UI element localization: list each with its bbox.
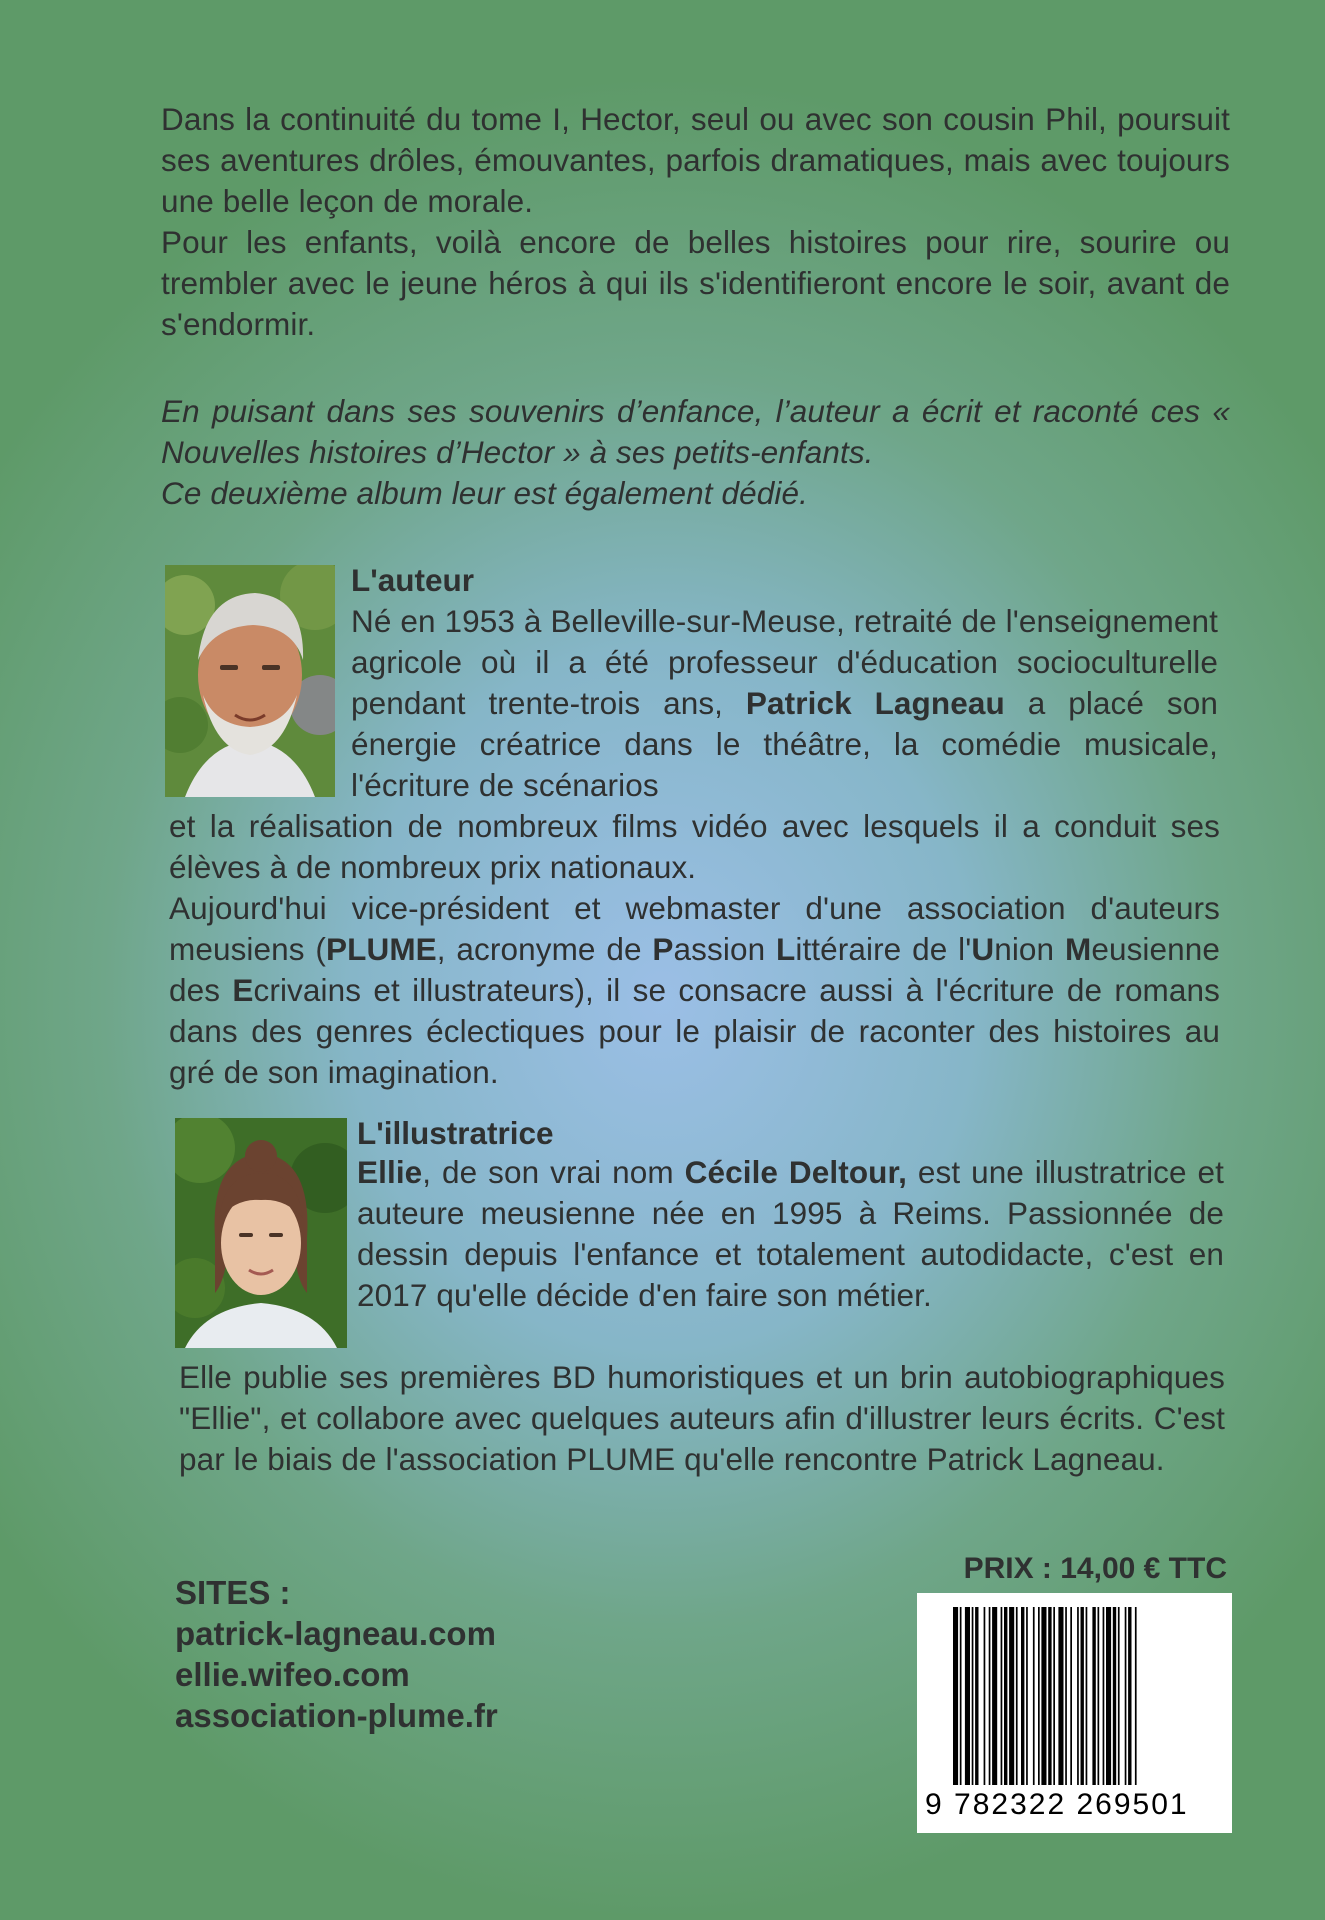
barcode-bar (1041, 1607, 1046, 1785)
barcode (917, 1593, 1232, 1833)
author-name: Patrick Lagneau (745, 685, 1005, 721)
barcode-bar (1092, 1607, 1095, 1785)
letter-u: U (971, 931, 995, 967)
barcode-bar (960, 1607, 962, 1785)
letter-l: L (776, 931, 796, 967)
barcode-bar (1077, 1607, 1079, 1785)
illustrator-real-name: Cécile Deltour, (684, 1154, 907, 1190)
word-nion: nion (994, 931, 1065, 967)
intro-text (161, 99, 1230, 345)
barcode-bar (1058, 1607, 1063, 1785)
barcode-bar (1135, 1607, 1137, 1785)
barcode-bar (965, 1607, 970, 1785)
barcode-bar (1081, 1607, 1084, 1785)
illustrator-text3: Elle publie ses premières BD humoristiques et un brin autobiographiques "Ellie", et collabore avec quelques auteurs afin d'illustrer leurs écrits. C'est par le biais de l'association PLUME qu'elle rencontre Patrick Lagneau. (179, 1359, 1225, 1477)
author-heading: L'auteur (351, 562, 475, 598)
barcode-bar (992, 1607, 997, 1785)
plume-acronym: PLUME (326, 931, 437, 967)
word-crivains: crivains et illustrateurs), il se consacre aussi à l'écriture de romans dans des genres éclectiques pour le plaisir de raconter des histoires au gré de son imagination. (169, 972, 1220, 1090)
letter-p: P (652, 931, 674, 967)
word-assion: assion (673, 931, 776, 967)
author-bio-part3: et la réalisation de nombreux films vidéo avec lesquels il a conduit ses élèves à de nombreux prix nationaux. (169, 808, 1220, 885)
site-link-1[interactable]: patrick-lagneau.com (175, 1615, 496, 1652)
dedication-line-1: En puisant dans ses souvenirs d’enfance, l’auteur a écrit et raconté ces « Nouvelles histoires d’Hector » à ses petits-enfants. (161, 393, 1230, 470)
barcode-bar (1098, 1607, 1100, 1785)
author-bio-middle (169, 806, 1220, 888)
illustrator-heading: L'illustratrice (357, 1115, 554, 1151)
letter-m: M (1064, 931, 1092, 967)
illustrator-bio-top (357, 1152, 1224, 1316)
barcode-bar (1033, 1607, 1035, 1785)
barcode-bar (972, 1607, 974, 1785)
barcode-bar (953, 1607, 958, 1785)
word-eusienne: eusienne des (169, 931, 1220, 1008)
barcode-bar (1001, 1607, 1003, 1785)
barcode-bar (1053, 1607, 1055, 1785)
barcode-bar (1128, 1607, 1131, 1785)
sites-label: SITES : (175, 1574, 291, 1611)
barcode-bar (1016, 1607, 1018, 1785)
barcode-bar (1113, 1607, 1116, 1785)
sites-list (175, 1572, 498, 1736)
dedication-text (161, 391, 1230, 514)
word-itteraire: ittéraire de l' (795, 931, 972, 967)
illustrator-pen-name: Ellie (357, 1154, 423, 1190)
barcode-bar (1026, 1607, 1028, 1785)
barcode-bar (1106, 1607, 1111, 1785)
barcode-bar (1009, 1607, 1014, 1785)
site-link-3[interactable]: association-plume.fr (175, 1697, 498, 1734)
barcode-bar (1021, 1607, 1024, 1785)
barcode-bar (1048, 1607, 1051, 1785)
site-link-2[interactable]: ellie.wifeo.com (175, 1656, 410, 1693)
barcode-bar (1125, 1607, 1127, 1785)
dedication-line-2: Ce deuxième album leur est également dédié. (161, 475, 808, 511)
barcode-bar (975, 1607, 978, 1785)
barcode-bar (984, 1607, 986, 1785)
letter-e: E (232, 972, 254, 1008)
author-bio-top (351, 601, 1218, 806)
barcode-bar (1070, 1607, 1072, 1785)
author-bio-part2: a placé son énergie créatrice dans le théâtre, la comédie musicale, l'écriture de scénarios (351, 685, 1218, 803)
author-photo (165, 565, 335, 797)
intro-paragraph-1: Dans la continuité du tome I, Hector, seul ou avec son cousin Phil, poursuit ses aventures drôles, émouvantes, parfois dramatiques, mais avec toujours une belle leçon de morale. (161, 101, 1230, 219)
illustrator-photo (175, 1118, 347, 1348)
barcode-bar (1118, 1607, 1120, 1785)
barcode-bar (1103, 1607, 1105, 1785)
barcode-bar (1038, 1607, 1040, 1785)
barcode-bar (1004, 1607, 1007, 1785)
acronym-intro: , acronyme de (436, 931, 653, 967)
author-bio-part4: Aujourd'hui vice-président et webmaster d'une association d'auteurs meusiens ( (169, 890, 1220, 967)
price-label: PRIX : 14,00 € TTC (963, 1552, 1227, 1585)
intro-paragraph-2: Pour les enfants, voilà encore de belles histoires pour rire, sourire ou trembler avec le jeune héros à qui ils s'identifieront encore le soir, avant de s'endormir. (161, 224, 1230, 342)
barcode-bar (1086, 1607, 1088, 1785)
illustrator-text2: est une illustratrice et auteure meusienne née en 1995 à Reims. Passionnée de dessin depuis l'enfance et totalement autodidacte, c'est en 2017 qu'elle décide d'en faire son métier. (357, 1154, 1224, 1313)
illustrator-bio-bottom (179, 1357, 1225, 1480)
barcode-digits: 9 782322 269501 (925, 1788, 1189, 1821)
illustrator-text1: , de son vrai nom (422, 1154, 685, 1190)
author-bio-bottom (169, 888, 1220, 1093)
barcode-bar (1065, 1607, 1067, 1785)
author-bio-part1: Né en 1953 à Belleville-sur-Meuse, retraité de l'enseignement agricole où il a été professeur d'éducation socioculturelle pendant trente-trois ans, (351, 603, 1218, 721)
barcode-bar (989, 1607, 991, 1785)
